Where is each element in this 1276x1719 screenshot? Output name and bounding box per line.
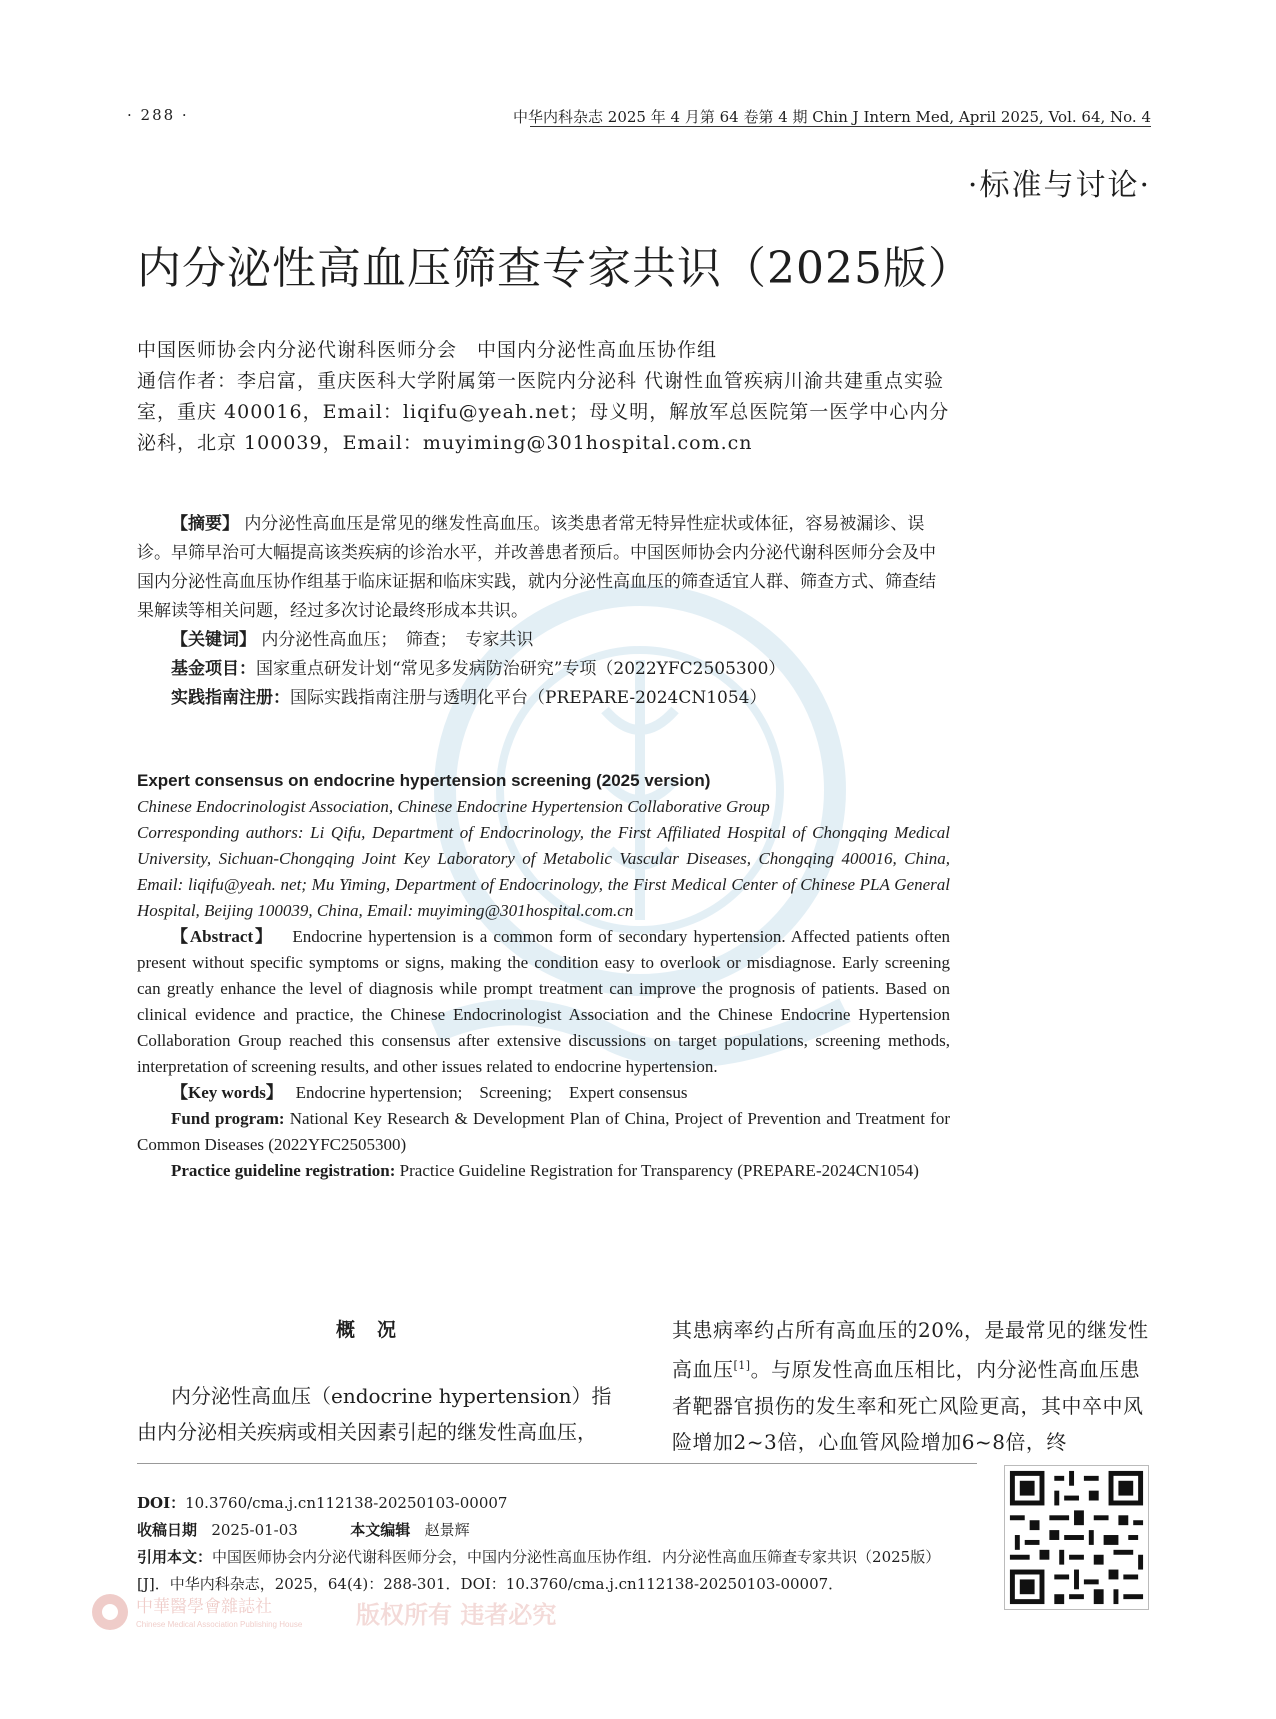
article-footer [137,1490,967,1598]
article-title: 内分泌性高血压筛查专家共识（2025版） [137,243,973,294]
english-registry-text: Practice Guideline Registration for Transparency (PREPARE-2024CN1054) [399,1161,919,1180]
body-column-right [672,1312,1152,1460]
body-paragraph-right-b: 。与原发性高血压相比，内分泌性高血压患者靶器官损伤的发生率和死亡风险更高，其中卒中风险增加2~3倍，心血管风险增加6~8倍，终 [672,1357,1144,1454]
corresponding-authors: 通信作者：李启富，重庆医科大学附属第一医院内分泌科 代谢性血管疾病川渝共建重点实验室，重庆 400016，Email：liqifu@yeah.net；母义明，解放军总医院第一医学中心内分泌科，北京 100039，Email：muyiming@301hospital.com.cn [137,370,950,454]
english-keywords-text: Endocrine hypertension; Screening; Expert consensus [295,1083,688,1102]
english-corresponding: Corresponding authors: Li Qifu, Department of Endocrinology, the First Affiliated Hospital of Chongqing Medical University, Sichuan-Chongqing Joint Key Laboratory of Metabolic Vascular Diseases, Chongqing 400016, China, Email: liqifu@yeah. net; Mu Yiming, Department of Endocrinology, the First Medical Center of Chinese PLA General Hospital, Beijing 100039, China, Email: muyiming@301hospital.com.cn [137,823,950,920]
publisher-logo-en: Chinese Medical Association Publishing House [136,1620,303,1629]
english-keywords-label: 【Key words】 [171,1083,283,1102]
editor-name: 赵景辉 [424,1521,470,1539]
english-abstract [137,768,950,1184]
abstract-label: 【摘要】 [171,514,239,534]
english-abstract-text: Endocrine hypertension is a common form of secondary hypertension. Affected patients often present without specific symptoms or signs, making the condition easy to overlook or misdiagnose. Early screening can greatly enhance the level of diagnosis while prompt treatment can improve the prognosis of patients. Based on clinical evidence and practice, the Chinese Endocrinologist Association and the Chinese Endocrine Hypertension Collaboration Group reached this consensus after extensive discussions on target populations, screening methods, interpretation of screening results, and other issues related to endocrine hypertension. [137,927,951,1076]
cite-text: 中国医师协会内分泌代谢科医师分会，中国内分泌性高血压协作组．内分泌性高血压筛查专家共识（2025版）[J]．中华内科杂志，2025，64(4)：288-301．DOI：10.3760/cma.j.cn112138-20250103-00007． [137,1548,941,1593]
english-fund-label: Fund program: [171,1109,285,1128]
english-authors: Chinese Endocrinologist Association, Chinese Endocrine Hypertension Collaborative Group [137,797,770,816]
received-label: 收稿日期 [137,1521,198,1539]
doi-label: DOI： [137,1494,186,1512]
english-fund-text: National Key Research & Development Plan of China, Project of Prevention and Treatment for Common Diseases (2022YFC2505300) [137,1109,950,1154]
publisher-logo [88,1590,368,1634]
fund-label: 基金项目： [171,659,256,679]
received-date: 2025-01-03 [211,1521,298,1539]
body-paragraph-left: 内分泌性高血压（endocrine hypertension）指由内分泌相关疾病或相关因素引起的继发性高血压， [137,1384,612,1444]
footnote-rule [137,1463,977,1464]
english-abstract-label: 【Abstract】 [171,927,274,946]
body-paragraph-right-a: 其患病率约占所有高血压的20%，是最常见的继发性高血压 [672,1318,1149,1382]
section-label: ·标准与讨论· [967,168,1151,203]
reference-marker[interactable]: [1] [733,1359,751,1372]
cite-label: 引用本文： [137,1548,213,1566]
registry-label: 实践指南注册： [171,688,290,708]
fund-text: 国家重点研发计划“常见多发病防治研究”专项（2022YFC2505300） [256,659,786,679]
doi-value[interactable]: 10.3760/cma.j.cn112138-20250103-00007 [185,1494,508,1512]
body-column-left [137,1312,617,1450]
editor-label: 本文编辑 [350,1521,411,1539]
page-number: · 288 · [127,106,189,124]
author-affiliations: 中国医师协会内分泌代谢科医师分会 中国内分泌性高血压协作组 [137,339,718,361]
rights-stamp [356,1596,566,1632]
registry-text: 国际实践指南注册与透明化平台（PREPARE-2024CN1054） [290,688,767,708]
english-title: Expert consensus on endocrine hypertension screening (2025 version) [137,771,711,790]
english-registry-label: Practice guideline registration: [171,1161,396,1180]
chinese-abstract [137,510,950,713]
section-heading: 概况 [335,1319,418,1341]
qr-code[interactable] [1004,1465,1149,1610]
publisher-logo-cn: 中華醫學會雜誌社 [136,1597,272,1617]
rights-stamp-text: 版权所有 违者必究 [356,1601,557,1629]
keywords-text: 内分泌性高血压； 筛查； 专家共识 [261,630,534,650]
header-rule [530,126,1151,127]
running-header-journal: 中华内科杂志 2025 年 4 月第 64 卷第 4 期 Chin J Intern Med, April 2025, Vol. 64, No. 4 [513,108,1151,126]
keywords-label: 【关键词】 [171,630,256,650]
abstract-text: 内分泌性高血压是常见的继发性高血压。该类患者常无特异性症状或体征，容易被漏诊、误诊。早筛早治可大幅提高该类疾病的诊治水平，并改善患者预后。中国医师协会内分泌代谢科医师分会及中国内分泌性高血压协作组基于临床证据和临床实践，就内分泌性高血压的筛查适宜人群、筛查方式、筛查结果解读等相关问题，经过多次讨论最终形成本共识。 [137,514,936,621]
